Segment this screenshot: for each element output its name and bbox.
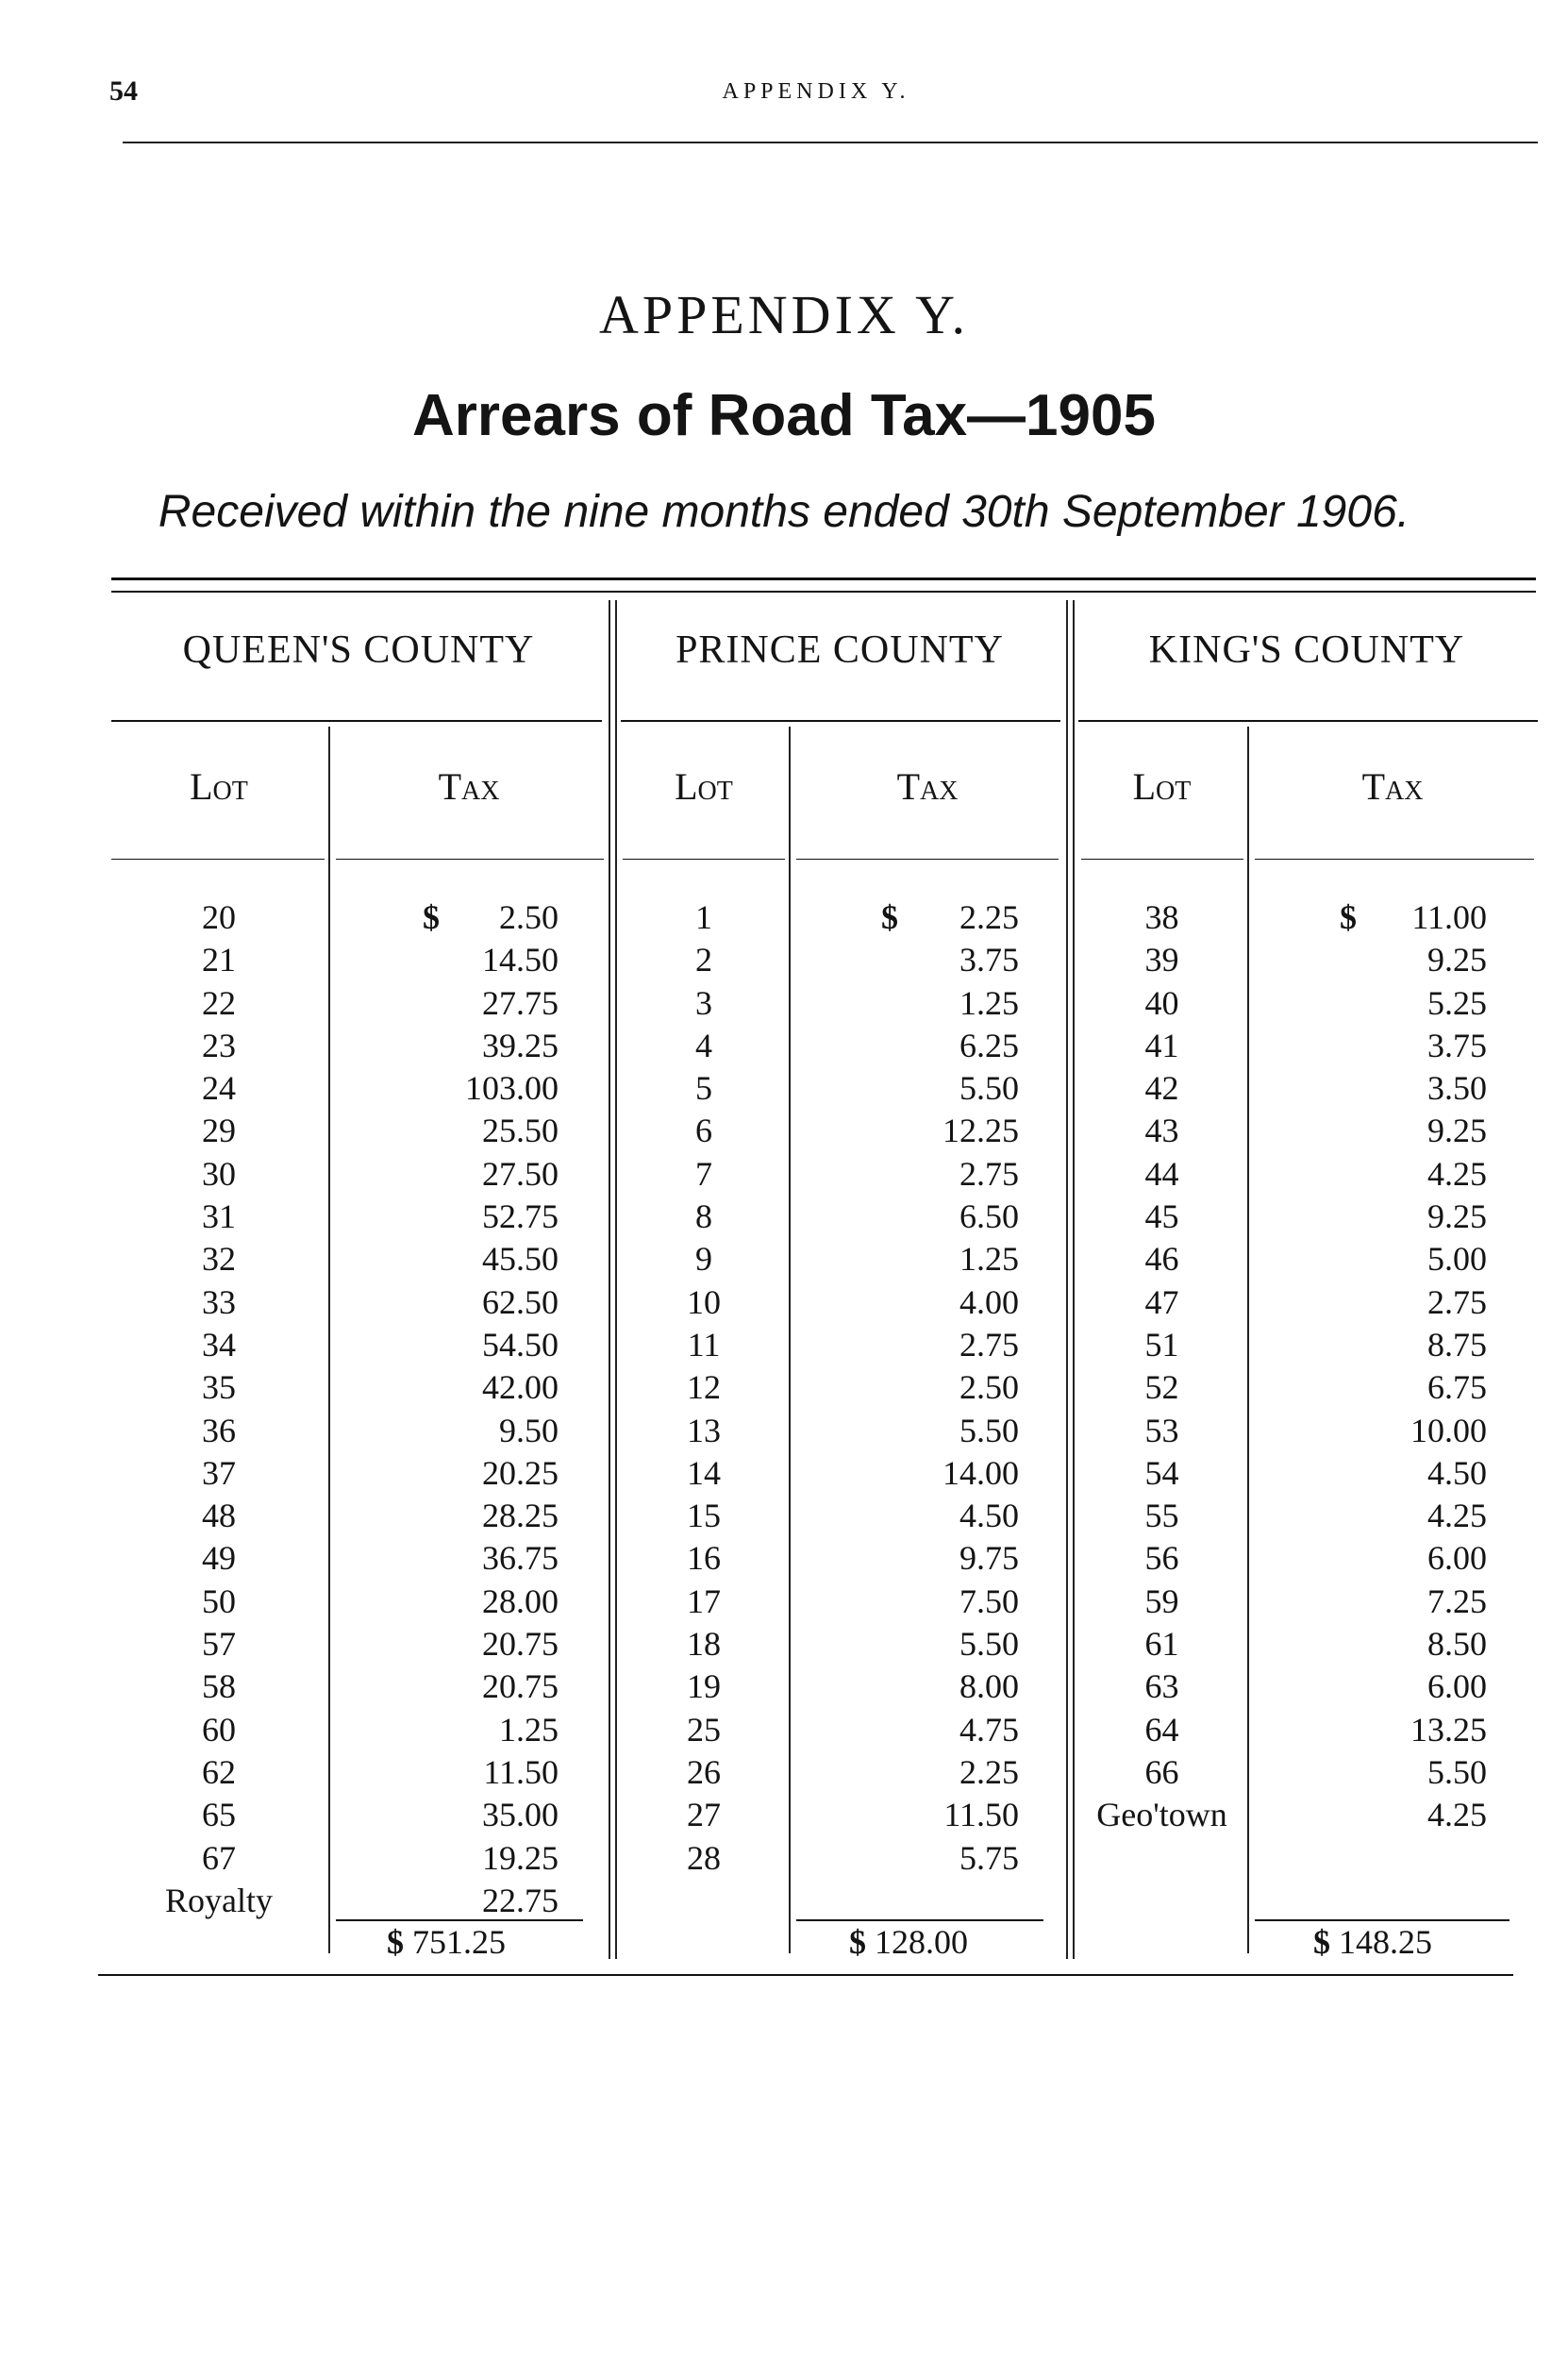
lot-cell: 33 (202, 1282, 236, 1321)
lot-cell: 51 (1144, 1325, 1179, 1364)
kings-tax-column (1251, 896, 1487, 1837)
column-divider (328, 727, 330, 1953)
tax-cell: 103.00 (465, 1069, 559, 1108)
lot-cell: 7 (695, 1154, 712, 1193)
running-title: APPENDIX Y. (722, 79, 910, 104)
lot-cell: 18 (687, 1625, 721, 1664)
tax-cell: 4.00 (959, 1282, 1019, 1321)
tax-cell: 13.25 (1410, 1710, 1487, 1749)
lot-cell: 57 (202, 1625, 236, 1664)
prince-total-value: 128.00 (875, 1923, 968, 1961)
queens-lot-column (111, 896, 326, 1922)
tax-cell: 9.75 (959, 1539, 1019, 1578)
tax-cell: 14.50 (482, 941, 559, 979)
lot-cell: 19 (687, 1667, 721, 1706)
tax-cell: 4.25 (1427, 1796, 1487, 1834)
tax-cell: 10.00 (1410, 1411, 1487, 1449)
prince-lot-column (621, 896, 787, 1880)
lot-cell: 28 (687, 1838, 721, 1877)
county-heading-queens: QUEEN'S COUNTY (182, 628, 535, 672)
tax-cell: 14.00 (942, 1453, 1019, 1492)
tax-cell: 2.50 (959, 1368, 1019, 1407)
lot-cell: 58 (202, 1667, 236, 1706)
tax-cell: 9.25 (1427, 1112, 1487, 1150)
tax-cell: 4.25 (1427, 1154, 1487, 1193)
lot-cell: 64 (1144, 1710, 1179, 1749)
tax-cell: 2.75 (959, 1325, 1019, 1364)
lot-cell: 45 (1144, 1197, 1179, 1236)
county-divider (1073, 600, 1075, 1959)
lot-cell: 22 (202, 983, 236, 1022)
tax-cell: 3.50 (1427, 1069, 1487, 1108)
column-heading-rule (336, 859, 604, 860)
currency-symbol: $ (423, 898, 440, 936)
lot-cell: 50 (202, 1582, 236, 1620)
tax-cell: 39.25 (482, 1026, 559, 1064)
tax-cell: 45.50 (482, 1240, 559, 1279)
tax-cell: 9.50 (499, 1411, 559, 1449)
county-divider (1066, 600, 1068, 1959)
tax-cell: 2.25 (959, 1752, 1019, 1791)
lot-cell: 63 (1144, 1667, 1179, 1706)
tax-cell: 1.25 (959, 983, 1019, 1022)
lot-cell: 35 (202, 1368, 236, 1407)
tax-cell: 2.75 (959, 1154, 1019, 1193)
prince-total (849, 1921, 968, 1964)
tax-heading: Tax (1361, 765, 1424, 808)
tax-cell: 7.50 (959, 1582, 1019, 1620)
lot-cell: 26 (687, 1752, 721, 1791)
county-heading-rule (1078, 720, 1538, 722)
lot-cell: 9 (695, 1240, 712, 1279)
lot-cell: 54 (1144, 1453, 1179, 1492)
tax-heading: Tax (896, 765, 959, 808)
lot-cell: 20 (202, 898, 236, 936)
lot-cell: 11 (687, 1325, 721, 1364)
currency-symbol: $ (387, 1923, 404, 1961)
lot-heading: Lot (675, 765, 733, 808)
tax-heading: Tax (438, 765, 500, 808)
tax-cell: 6.00 (1427, 1539, 1487, 1578)
tax-cell: 4.50 (1427, 1453, 1487, 1492)
county-divider (609, 600, 610, 1959)
lot-cell: 41 (1144, 1026, 1179, 1064)
lot-cell: 15 (687, 1497, 721, 1535)
tax-cell: 20.75 (482, 1667, 559, 1706)
lot-cell: 5 (695, 1069, 712, 1108)
tax-cell: 6.25 (959, 1026, 1019, 1064)
currency-symbol: $ (849, 1923, 866, 1961)
lot-cell: 4 (695, 1026, 712, 1064)
lot-cell: 27 (687, 1796, 721, 1834)
column-heading-rule (623, 859, 785, 860)
table-bottom-rule (98, 1974, 1513, 1976)
lot-cell: 67 (202, 1838, 236, 1877)
lot-cell: 40 (1144, 983, 1179, 1022)
tax-cell: 5.75 (959, 1838, 1019, 1877)
lot-cell: Geo'town (1096, 1796, 1227, 1834)
lot-cell: 12 (687, 1368, 721, 1407)
currency-symbol: $ (881, 898, 898, 936)
table-top-rule (111, 577, 1536, 580)
tax-cell: 5.50 (959, 1069, 1019, 1108)
lot-cell: 53 (1144, 1411, 1179, 1449)
county-heading-rule (621, 720, 1060, 722)
lot-cell: 38 (1144, 898, 1179, 936)
kings-lot-column (1078, 896, 1245, 1837)
lot-cell: 36 (202, 1411, 236, 1449)
tax-cell: 7.25 (1427, 1582, 1487, 1620)
lot-cell: 59 (1144, 1582, 1179, 1620)
lot-cell: 48 (202, 1497, 236, 1535)
tax-cell: 4.25 (1427, 1497, 1487, 1535)
column-heading-rule (1081, 859, 1243, 860)
tax-cell: 62.50 (482, 1282, 559, 1321)
tax-cell: 20.25 (482, 1453, 559, 1492)
lot-cell: 46 (1144, 1240, 1179, 1279)
lot-cell: 23 (202, 1026, 236, 1064)
lot-cell: 8 (695, 1197, 712, 1236)
tax-cell: 11.50 (483, 1752, 559, 1791)
lot-cell: 66 (1144, 1752, 1179, 1791)
column-heading-rule (796, 859, 1059, 860)
tax-cell: 3.75 (959, 941, 1019, 979)
county-divider (615, 600, 617, 1959)
lot-cell: 32 (202, 1240, 236, 1279)
prince-tax-column (792, 896, 1019, 1880)
tax-cell: 11.50 (943, 1796, 1019, 1834)
lot-cell: 44 (1144, 1154, 1179, 1193)
tax-cell: 8.00 (959, 1667, 1019, 1706)
page-title: APPENDIX Y. (598, 284, 970, 345)
column-heading-rule (1255, 859, 1534, 860)
tax-cell: 52.75 (482, 1197, 559, 1236)
table-caption: Received within the nine months ended 30th September 1906. (158, 487, 1410, 537)
tax-cell: 2.25 (959, 898, 1019, 936)
lot-cell: 1 (695, 898, 712, 936)
county-heading-rule (111, 720, 602, 722)
lot-cell: 24 (202, 1069, 236, 1108)
lot-cell: 55 (1144, 1497, 1179, 1535)
page-number: 54 (109, 75, 138, 107)
table-top-rule-inner (111, 591, 1536, 593)
lot-cell: 3 (695, 983, 712, 1022)
tax-cell: 28.00 (482, 1582, 559, 1620)
tax-cell: 35.00 (482, 1796, 559, 1834)
lot-heading: Lot (1132, 765, 1192, 808)
lot-cell: 47 (1144, 1282, 1179, 1321)
tax-cell: 20.75 (482, 1625, 559, 1664)
lot-cell: 2 (695, 941, 712, 979)
tax-cell: 9.25 (1427, 1197, 1487, 1236)
currency-symbol: $ (1313, 1923, 1330, 1961)
tax-cell: 8.75 (1427, 1325, 1487, 1364)
lot-cell: 49 (202, 1539, 236, 1578)
tax-cell: 4.50 (959, 1497, 1019, 1535)
lot-heading: Lot (190, 765, 248, 808)
lot-cell: 31 (202, 1197, 236, 1236)
tax-cell: 5.50 (1427, 1752, 1487, 1791)
tax-cell: 8.50 (1427, 1625, 1487, 1664)
lot-cell: 10 (687, 1282, 721, 1321)
tax-cell: 28.25 (482, 1497, 559, 1535)
lot-cell: 65 (202, 1796, 236, 1834)
lot-cell: 14 (687, 1453, 721, 1492)
lot-cell: 61 (1144, 1625, 1179, 1664)
lot-cell: 52 (1144, 1368, 1179, 1407)
lot-cell: 62 (202, 1752, 236, 1791)
column-divider (1247, 727, 1249, 1953)
queens-total-value: 751.25 (412, 1923, 506, 1961)
lot-cell: 29 (202, 1112, 236, 1150)
tax-cell: 27.50 (482, 1154, 559, 1193)
running-head (94, 75, 1538, 123)
lot-cell: 43 (1144, 1112, 1179, 1150)
queens-tax-column (332, 896, 559, 1922)
lot-cell: Royalty (165, 1881, 273, 1919)
currency-symbol: $ (1340, 898, 1357, 936)
tax-cell: 12.25 (942, 1112, 1019, 1150)
tax-cell: 9.25 (1427, 941, 1487, 979)
lot-cell: 30 (202, 1154, 236, 1193)
tax-cell: 11.00 (1411, 898, 1487, 936)
lot-cell: 42 (1144, 1069, 1179, 1108)
lot-cell: 21 (202, 941, 236, 979)
lot-cell: 60 (202, 1710, 236, 1749)
queens-total (387, 1921, 506, 1964)
tax-cell: 6.75 (1427, 1368, 1487, 1407)
lot-cell: 17 (687, 1582, 721, 1620)
tax-cell: 54.50 (482, 1325, 559, 1364)
lot-cell: 39 (1144, 941, 1179, 979)
tax-cell: 3.75 (1427, 1026, 1487, 1064)
lot-cell: 16 (687, 1539, 721, 1578)
tax-cell: 6.50 (959, 1197, 1019, 1236)
lot-cell: 25 (687, 1710, 721, 1749)
tax-cell: 5.50 (959, 1411, 1019, 1449)
tax-cell: 22.75 (482, 1881, 559, 1919)
lot-cell: 13 (687, 1411, 721, 1449)
lot-cell: 56 (1144, 1539, 1179, 1578)
tax-cell: 1.25 (959, 1240, 1019, 1279)
tax-cell: 19.25 (482, 1838, 559, 1877)
tax-cell: 6.00 (1427, 1667, 1487, 1706)
kings-total (1313, 1921, 1432, 1964)
lot-cell: 6 (695, 1112, 712, 1150)
tax-cell: 42.00 (482, 1368, 559, 1407)
tax-cell: 5.50 (959, 1625, 1019, 1664)
kings-total-value: 148.25 (1339, 1923, 1432, 1961)
county-heading-kings: KING'S COUNTY (1148, 628, 1465, 672)
tax-cell: 2.50 (499, 898, 559, 936)
header-rule (123, 142, 1538, 143)
tax-cell: 4.75 (959, 1710, 1019, 1749)
lot-cell: 34 (202, 1325, 236, 1364)
tax-cell: 25.50 (482, 1112, 559, 1150)
tax-cell: 27.75 (482, 983, 559, 1022)
table-subtitle: Arrears of Road Tax—1905 (412, 383, 1156, 448)
column-divider (789, 727, 791, 1953)
tax-cell: 5.25 (1427, 983, 1487, 1022)
county-heading-prince: PRINCE COUNTY (676, 628, 1004, 672)
tax-cell: 5.00 (1427, 1240, 1487, 1279)
tax-cell: 2.75 (1427, 1282, 1487, 1321)
column-heading-rule (111, 859, 325, 860)
tax-cell: 36.75 (482, 1539, 559, 1578)
tax-cell: 1.25 (499, 1710, 559, 1749)
lot-cell: 37 (202, 1453, 236, 1492)
